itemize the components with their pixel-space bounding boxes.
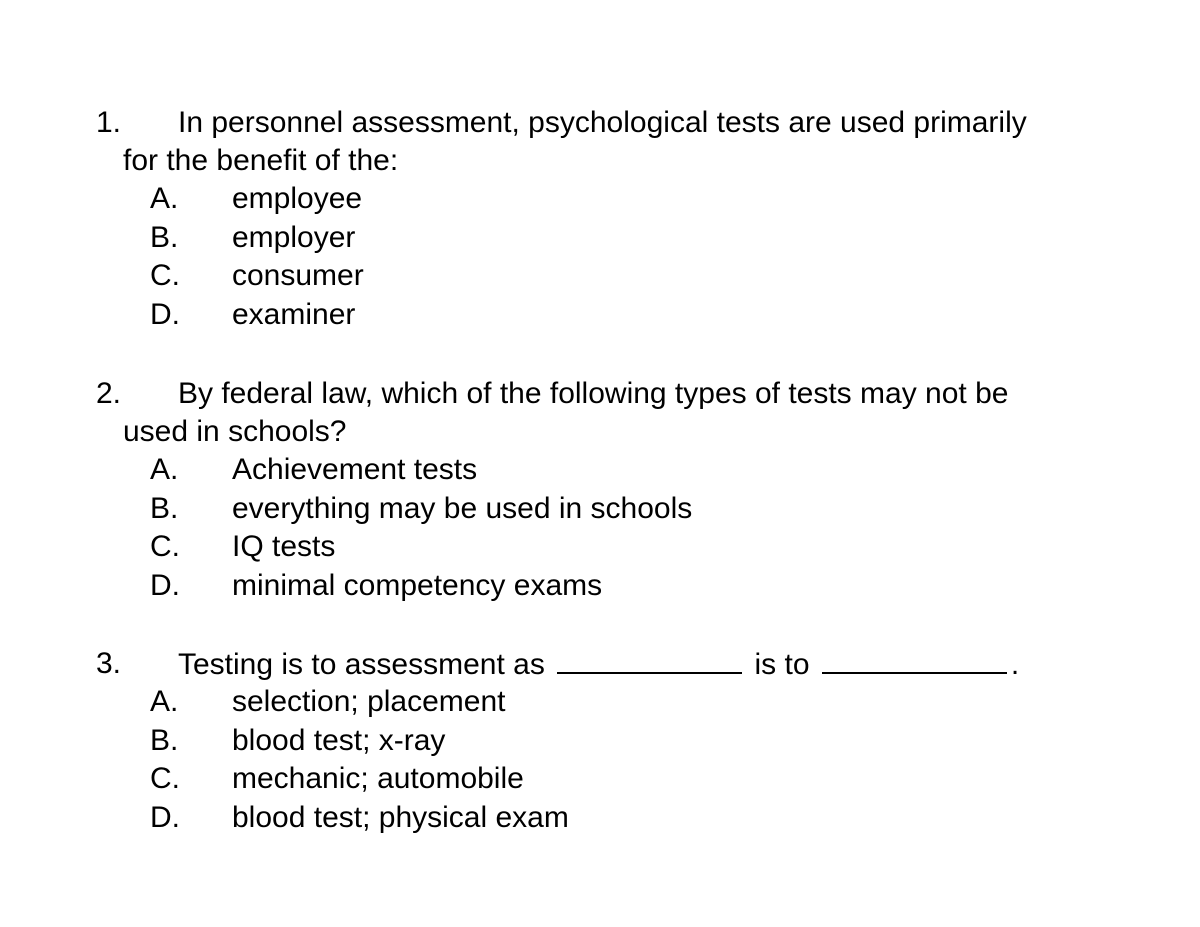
answer-option-a xyxy=(0,683,1200,722)
option-letter: B. xyxy=(150,723,179,757)
answer-option-b xyxy=(0,219,1200,258)
option-text: consumer xyxy=(232,259,364,292)
option-text: employer xyxy=(232,220,356,254)
question-stem-continued xyxy=(0,142,1200,180)
answer-options xyxy=(0,683,1200,837)
option-text: minimal competency exams xyxy=(232,568,603,602)
option-text: employee xyxy=(232,182,363,215)
question-2 xyxy=(0,375,1200,605)
answer-option-b xyxy=(0,490,1200,529)
option-text: selection; placement xyxy=(232,685,506,718)
answer-option-c xyxy=(0,760,1200,799)
option-text: blood test; x-ray xyxy=(232,723,446,757)
option-text: examiner xyxy=(232,297,356,331)
option-text: blood test; physical exam xyxy=(232,800,569,834)
question-text-part-3: . xyxy=(1010,648,1020,681)
question-text: for the benefit of the: xyxy=(123,144,399,177)
question-3 xyxy=(0,645,1200,837)
option-letter: C. xyxy=(150,762,180,795)
option-text: everything may be used in schools xyxy=(232,491,693,525)
answer-option-a xyxy=(0,451,1200,490)
question-text-part-1: Testing is to assessment as xyxy=(178,648,545,681)
question-text: used in schools? xyxy=(123,415,347,448)
question-1 xyxy=(0,104,1200,334)
option-letter: A. xyxy=(150,182,179,215)
option-letter: D. xyxy=(150,568,180,602)
answer-options xyxy=(0,180,1200,334)
answer-options xyxy=(0,451,1200,605)
question-text-part-2: is to xyxy=(754,648,810,681)
option-text: mechanic; automobile xyxy=(232,762,524,795)
answer-option-a xyxy=(0,180,1200,219)
question-text xyxy=(178,645,1019,684)
option-letter: D. xyxy=(150,800,180,834)
question-number: 2. xyxy=(96,377,122,410)
option-letter: B. xyxy=(150,220,179,254)
option-letter: B. xyxy=(150,491,179,525)
option-text: Achievement tests xyxy=(232,453,478,486)
answer-option-c xyxy=(0,257,1200,296)
answer-blank xyxy=(822,645,1007,674)
option-letter: C. xyxy=(150,530,180,563)
question-stem xyxy=(0,375,1200,413)
question-number: 3. xyxy=(96,647,122,680)
question-text: In personnel assessment, psychological tests are used primarily xyxy=(178,106,1027,139)
option-letter: D. xyxy=(150,297,180,331)
question-number: 1. xyxy=(96,106,122,139)
answer-option-c xyxy=(0,528,1200,567)
option-letter: A. xyxy=(150,685,179,718)
answer-option-b xyxy=(0,722,1200,761)
answer-blank xyxy=(557,645,742,674)
option-text: IQ tests xyxy=(232,530,336,563)
answer-option-d xyxy=(0,567,1200,606)
answer-option-d xyxy=(0,296,1200,335)
option-letter: C. xyxy=(150,259,180,292)
question-stem xyxy=(0,104,1200,142)
question-stem xyxy=(0,645,1200,683)
question-text: By federal law, which of the following types of tests may not be xyxy=(178,377,1009,410)
question-stem-continued xyxy=(0,413,1200,451)
option-letter: A. xyxy=(150,453,179,486)
answer-option-d xyxy=(0,799,1200,838)
